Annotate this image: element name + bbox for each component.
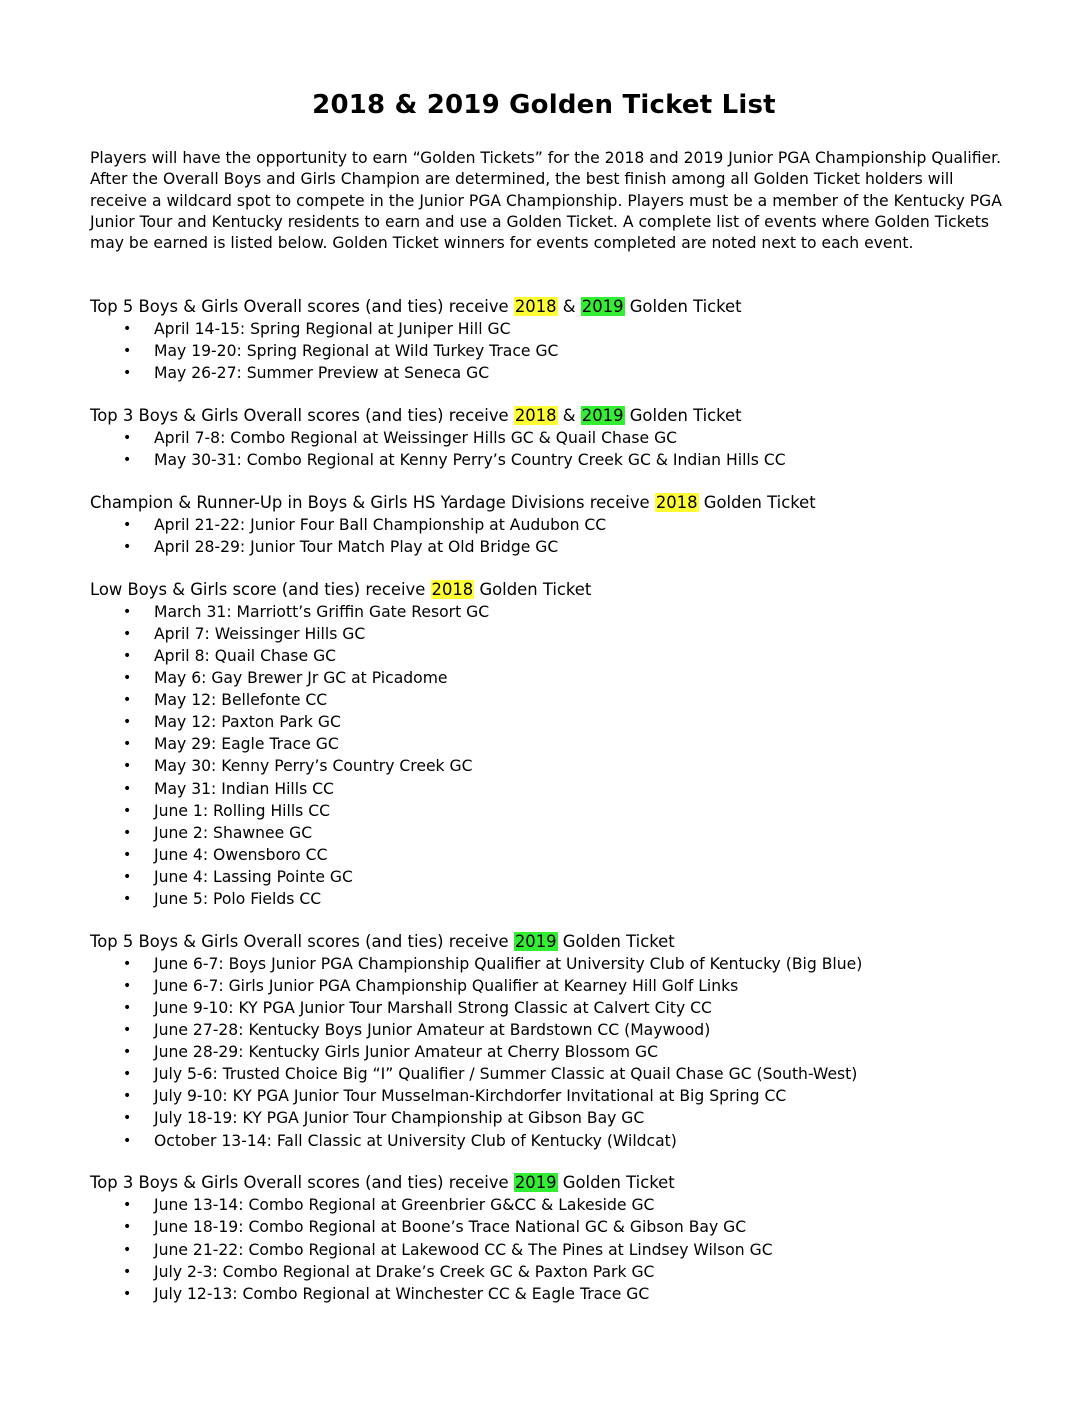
heading-joiner: &	[557, 405, 581, 425]
list-item	[90, 601, 1050, 623]
bullet-icon: •	[123, 692, 132, 709]
year-2018-highlight: 2018	[514, 405, 557, 425]
event-text: October 13-14: Fall Classic at University Club of Kentucky (Wildcat)	[154, 1131, 677, 1150]
list-item	[90, 645, 1050, 667]
list-item	[90, 800, 1050, 822]
event-text: June 6-7: Girls Junior PGA Championship Qualifier at Kearney Hill Golf Links	[154, 976, 739, 995]
event-text: April 7: Weissinger Hills GC	[154, 624, 366, 643]
bullet-icon: •	[123, 824, 132, 841]
list-item	[90, 1194, 1050, 1216]
bullet-icon: •	[123, 891, 132, 908]
list-item	[90, 1063, 1050, 1085]
section-heading	[90, 296, 1050, 318]
event-text: April 8: Quail Chase GC	[154, 647, 337, 665]
event-section	[90, 931, 1050, 1152]
event-list	[90, 318, 1050, 384]
bullet-icon: •	[123, 955, 132, 972]
event-text: June 9-10: KY PGA Junior Tour Marshall Strong Classic at Calvert City CC	[154, 999, 712, 1017]
year-2018-highlight: 2018	[431, 579, 474, 599]
bullet-icon: •	[123, 625, 132, 642]
event-text: May 29: Eagle Trace GC	[154, 735, 339, 754]
heading-text: Top 3 Boys & Girls Overall scores (and ties) receive	[90, 405, 514, 425]
bullet-icon: •	[123, 321, 132, 338]
event-text: May 12: Bellefonte CC	[154, 691, 328, 710]
heading-joiner: &	[557, 297, 581, 316]
bullet-icon: •	[123, 516, 132, 533]
bullet-icon: •	[123, 1197, 132, 1214]
heading-suffix: Golden Ticket	[474, 579, 592, 599]
bullet-icon: •	[123, 1022, 132, 1039]
event-section	[90, 579, 1050, 910]
event-text: June 18-19: Combo Regional at Boone’s Trace National GC & Gibson Bay GC	[154, 1218, 747, 1237]
list-item	[90, 1041, 1050, 1063]
bullet-icon: •	[123, 802, 132, 819]
year-2019-highlight: 2019	[581, 297, 624, 316]
list-item	[90, 449, 1050, 471]
list-item	[90, 711, 1050, 733]
list-item	[90, 822, 1050, 844]
list-item	[90, 427, 1050, 449]
list-item	[90, 1085, 1050, 1107]
heading-text: Top 5 Boys & Girls Overall scores (and ties) receive	[90, 297, 514, 316]
bullet-icon: •	[123, 1110, 132, 1127]
bullet-icon: •	[123, 648, 132, 664]
event-text: May 6: Gay Brewer Jr GC at Picadome	[154, 669, 448, 688]
bullet-icon: •	[123, 1066, 132, 1083]
list-item	[90, 844, 1050, 866]
bullet-icon: •	[123, 846, 132, 863]
list-item	[90, 1019, 1050, 1041]
event-text: May 26-27: Summer Preview at Seneca GC	[154, 364, 490, 383]
event-text: May 30: Kenny Perry’s Country Creek GC	[154, 757, 473, 776]
bullet-icon: •	[123, 736, 132, 753]
list-item	[90, 1107, 1050, 1129]
event-list	[90, 953, 1050, 1152]
event-text: May 19-20: Spring Regional at Wild Turkey Trace GC	[154, 342, 559, 361]
event-text: June 6-7: Boys Junior PGA Championship Qualifier at University Club of Kentucky (Big Blue)	[154, 954, 863, 973]
event-text: June 2: Shawnee GC	[154, 823, 313, 842]
event-list	[90, 601, 1050, 910]
list-item	[90, 689, 1050, 711]
list-item	[90, 318, 1050, 340]
list-item	[90, 1130, 1050, 1152]
bullet-icon: •	[123, 1285, 132, 1302]
list-item	[90, 778, 1050, 800]
bullet-icon: •	[123, 868, 132, 885]
event-text: June 13-14: Combo Regional at Greenbrier G&CC & Lakeside GC	[154, 1196, 655, 1215]
section-heading	[90, 405, 1050, 427]
list-item	[90, 975, 1050, 997]
list-item	[90, 514, 1050, 536]
list-item	[90, 536, 1050, 558]
event-text: June 1: Rolling Hills CC	[154, 801, 331, 820]
heading-text: Top 5 Boys & Girls Overall scores (and ties) receive	[90, 931, 514, 951]
event-text: July 12-13: Combo Regional at Winchester CC & Eagle Trace GC	[154, 1284, 650, 1303]
event-section	[90, 405, 1050, 471]
bullet-icon: •	[123, 1088, 132, 1105]
heading-suffix: Golden Ticket	[698, 492, 816, 512]
event-text: June 5: Polo Fields CC	[154, 890, 322, 909]
intro-paragraph: Players will have the opportunity to earn “Golden Tickets” for the 2018 and 2019 Junior PGA Championship Qualifier. After the Overall Boys and Girls Champion are determined, the best finish among all Golden Ticket holders will receive a wildcard spot to compete in the Junior PGA Championship. Players must be a member of the Kentucky PGA Junior Tour and Kentucky residents to earn and use a Golden Ticket. A complete list of events where Golden Tickets may be earned is listed below. Golden Ticket winners for events completed are noted next to each event.	[90, 149, 1002, 253]
heading-suffix: Golden Ticket	[624, 405, 742, 425]
event-list	[90, 427, 1050, 471]
event-text: March 31: Marriott’s Griffin Gate Resort GC	[154, 602, 490, 621]
bullet-icon: •	[123, 1044, 132, 1061]
list-item	[90, 340, 1050, 362]
bullet-icon: •	[123, 1219, 132, 1236]
event-text: June 4: Lassing Pointe GC	[154, 867, 353, 886]
heading-text: Champion & Runner-Up in Boys & Girls HS Yardage Divisions receive	[90, 492, 655, 512]
bullet-icon: •	[123, 539, 132, 556]
event-text: July 18-19: KY PGA Junior Tour Championship at Gibson Bay GC	[154, 1109, 645, 1128]
heading-text: Top 3 Boys & Girls Overall scores (and ties) receive	[90, 1173, 514, 1193]
event-text: May 30-31: Combo Regional at Kenny Perry’s Country Creek GC & Indian Hills CC	[154, 451, 786, 470]
page-title: 2018 & 2019 Golden Ticket List	[312, 90, 776, 120]
list-item	[90, 1283, 1050, 1305]
bullet-icon: •	[123, 1241, 132, 1258]
list-item	[90, 888, 1050, 910]
bullet-icon: •	[123, 670, 132, 687]
event-list	[90, 1194, 1050, 1304]
event-text: April 14-15: Spring Regional at Juniper Hill GC	[154, 320, 511, 339]
bullet-icon: •	[123, 1263, 132, 1280]
event-text: May 12: Paxton Park GC	[154, 713, 341, 732]
event-sections	[90, 296, 1050, 1325]
bullet-icon: •	[123, 603, 132, 620]
list-item	[90, 1216, 1050, 1238]
event-text: July 5-6: Trusted Choice Big “I” Qualifier / Summer Classic at Quail Chase GC (South-West)	[154, 1065, 858, 1084]
list-item	[90, 997, 1050, 1019]
event-text: June 4: Owensboro CC	[154, 845, 328, 864]
year-2019-highlight: 2019	[514, 931, 557, 951]
section-heading	[90, 931, 1050, 953]
list-item	[90, 953, 1050, 975]
section-heading	[90, 1172, 1050, 1194]
year-2019-highlight: 2019	[581, 405, 624, 425]
bullet-icon: •	[123, 1132, 132, 1149]
event-text: May 31: Indian Hills CC	[154, 779, 334, 798]
heading-text: Low Boys & Girls score (and ties) receive	[90, 579, 431, 599]
event-text: June 27-28: Kentucky Boys Junior Amateur at Bardstown CC (Maywood)	[154, 1021, 711, 1040]
year-2018-highlight: 2018	[514, 297, 557, 316]
section-heading	[90, 492, 1050, 514]
event-text: April 7-8: Combo Regional at Weissinger Hills GC & Quail Chase GC	[154, 429, 678, 448]
event-section	[90, 296, 1050, 384]
bullet-icon: •	[123, 1000, 132, 1016]
bullet-icon: •	[123, 452, 132, 469]
year-2019-highlight: 2019	[514, 1173, 557, 1193]
bullet-icon: •	[123, 758, 132, 775]
event-text: April 21-22: Junior Four Ball Championship at Audubon CC	[154, 515, 607, 534]
list-item	[90, 1261, 1050, 1283]
heading-suffix: Golden Ticket	[624, 297, 742, 316]
event-list	[90, 514, 1050, 558]
bullet-icon: •	[123, 343, 132, 360]
event-section	[90, 492, 1050, 558]
list-item	[90, 623, 1050, 645]
list-item	[90, 866, 1050, 888]
bullet-icon: •	[123, 780, 132, 797]
list-item	[90, 667, 1050, 689]
event-text: July 9-10: KY PGA Junior Tour Musselman-Kirchdorfer Invitational at Big Spring CC	[154, 1087, 787, 1106]
list-item	[90, 1239, 1050, 1261]
event-text: April 28-29: Junior Tour Match Play at Old Bridge GC	[154, 538, 559, 557]
event-text: July 2-3: Combo Regional at Drake’s Creek GC & Paxton Park GC	[154, 1262, 655, 1281]
section-heading	[90, 579, 1050, 601]
event-text: June 28-29: Kentucky Girls Junior Amateur at Cherry Blossom GC	[154, 1043, 659, 1062]
event-text: June 21-22: Combo Regional at Lakewood CC & The Pines at Lindsey Wilson GC	[154, 1240, 773, 1259]
list-item	[90, 755, 1050, 777]
list-item	[90, 362, 1050, 384]
event-section	[90, 1172, 1050, 1305]
heading-suffix: Golden Ticket	[557, 1173, 675, 1193]
bullet-icon: •	[123, 977, 132, 994]
year-2018-highlight: 2018	[655, 492, 698, 512]
bullet-icon: •	[123, 714, 132, 731]
heading-suffix: Golden Ticket	[557, 931, 675, 951]
bullet-icon: •	[123, 430, 132, 447]
list-item	[90, 733, 1050, 755]
bullet-icon: •	[123, 365, 132, 382]
